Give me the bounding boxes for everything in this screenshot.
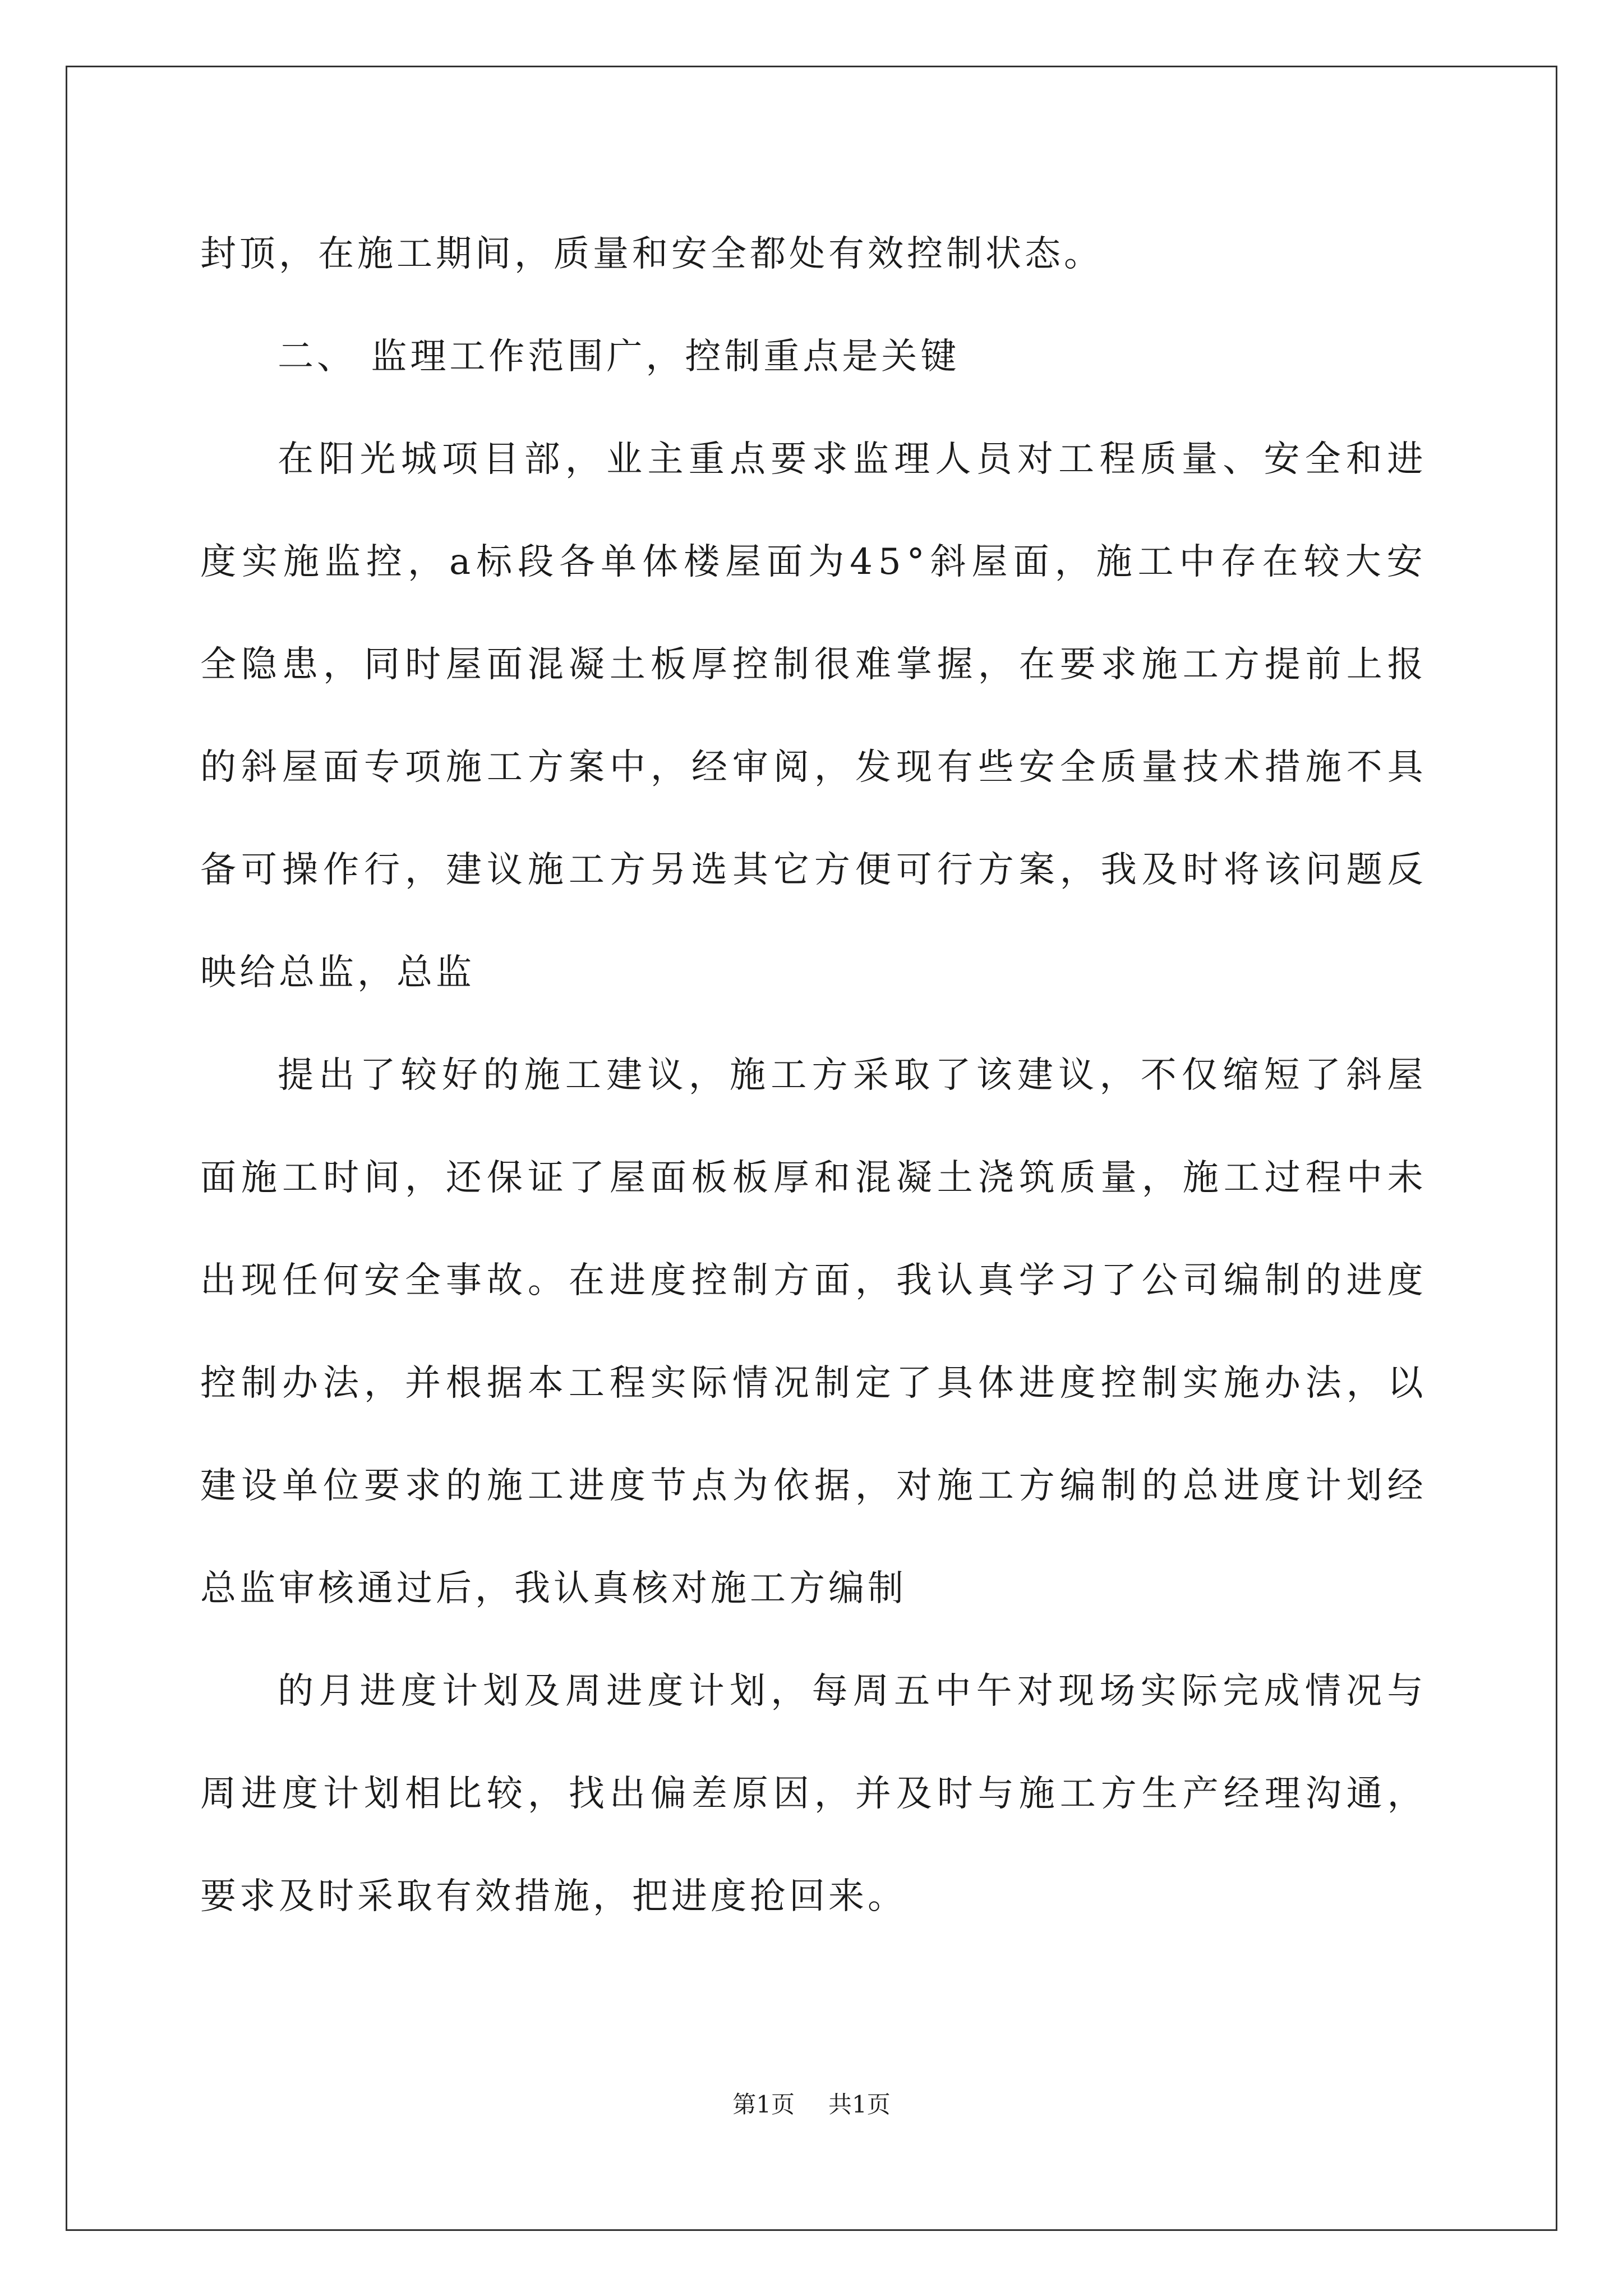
page-footer bbox=[0, 2088, 1623, 2122]
text-line: 的月进度计划及周进度计划，每周五中午对现场实际完成情况与 bbox=[278, 1671, 1428, 1712]
text-line: 周进度计划相比较，找出偏差原因，并及时与施工方生产经理沟通， bbox=[200, 1773, 1428, 1815]
text-line: 备可操作行，建议施工方另选其它方便可行方案，我及时将该问题反 bbox=[200, 849, 1428, 891]
text-line: 映给总监，总监 bbox=[200, 952, 475, 993]
page-total: 共1页 bbox=[828, 2091, 891, 2118]
text-line: 建设单位要求的施工进度节点为依据，对施工方编制的总进度计划经 bbox=[200, 1465, 1428, 1507]
text-line: 度实施监控，a标段各单体楼屋面为45°斜屋面，施工中存在较大安 bbox=[200, 541, 1428, 583]
text-line: 总监审核通过后，我认真核对施工方编制 bbox=[200, 1568, 907, 1609]
text-line: 封顶，在施工期间，质量和安全都处有效控制状态。 bbox=[200, 233, 1103, 275]
text-line: 要求及时采取有效措施，把进度抢回来。 bbox=[200, 1876, 907, 1917]
page-number: 第1页 bbox=[732, 2091, 795, 2118]
text-line: 提出了较好的施工建议，施工方采取了该建议，不仅缩短了斜屋 bbox=[278, 1055, 1428, 1096]
text-line: 二、 监理工作范围广，控制重点是关键 bbox=[278, 336, 960, 378]
text-line: 的斜屋面专项施工方案中，经审阅，发现有些安全质量技术措施不具 bbox=[200, 747, 1428, 788]
text-line: 在阳光城项目部，业主重点要求监理人员对工程质量、安全和进 bbox=[278, 439, 1428, 480]
text-line: 面施工时间，还保证了屋面板板厚和混凝土浇筑质量，施工过程中未 bbox=[200, 1157, 1428, 1199]
text-line: 出现任何安全事故。在进度控制方面，我认真学习了公司编制的进度 bbox=[200, 1260, 1428, 1301]
text-line: 全隐患，同时屋面混凝土板厚控制很难掌握，在要求施工方提前上报 bbox=[200, 644, 1428, 685]
document-body bbox=[200, 203, 1428, 1948]
text-line: 控制办法，并根据本工程实际情况制定了具体进度控制实施办法，以 bbox=[200, 1363, 1428, 1404]
